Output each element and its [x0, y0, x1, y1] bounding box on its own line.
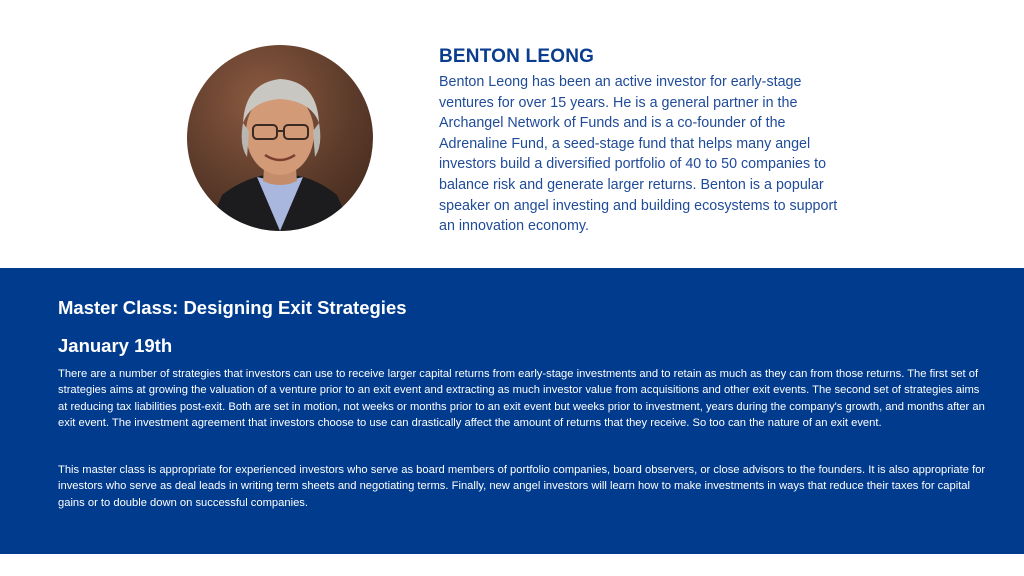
speaker-name: BENTON LEONG: [439, 46, 595, 67]
speaker-section: [0, 0, 1024, 268]
speaker-photo: [187, 45, 373, 231]
session-description-2: This master class is appropriate for experienced investors who serve as board members of portfolio companies, board observers, or close advisors to the founders. It is also appropriate for investors who serve as deal leads in writing term sheets and negotiating terms. Finally, new angel investors will learn how to make investments in ways that reduce their taxes for capital gains or to double down on successful companies.: [58, 464, 986, 509]
speaker-bio: Benton Leong has been an active investor for early-stage ventures for over 15 years. He is a general partner in the Archangel Network of Funds and is a co-founder of the Adrenaline Fund, a seed-stage fund that helps many angel investors build a diversified portfolio of 40 to 50 companies to balance risk and generate larger returns. Benton is a popular speaker on angel investing and building ecosystems to support an innovation economy.: [439, 74, 838, 235]
session-band: [0, 268, 1024, 554]
session-title: Master Class: Designing Exit Strategies: [58, 297, 407, 318]
session-date: January 19th: [58, 335, 173, 356]
session-description-1: There are a number of strategies that investors can use to receive larger capital returns from early-stage investments and to retain as much as they can from those returns. The first set of strategies aims at growing the valuation of a venture prior to an exit event and extracting as much investor value from acquisitions and other exit events. The second set of strategies aims at reducing tax liabilities post-exit. Both are set in motion, not weeks or months prior to an exit event but weeks prior to investment, years during the company's growth, and months after an exit event. The investment agreement that investors choose to use can drastically affect the amount of returns that they receive. So too can the nature of an exit event.: [58, 368, 985, 430]
